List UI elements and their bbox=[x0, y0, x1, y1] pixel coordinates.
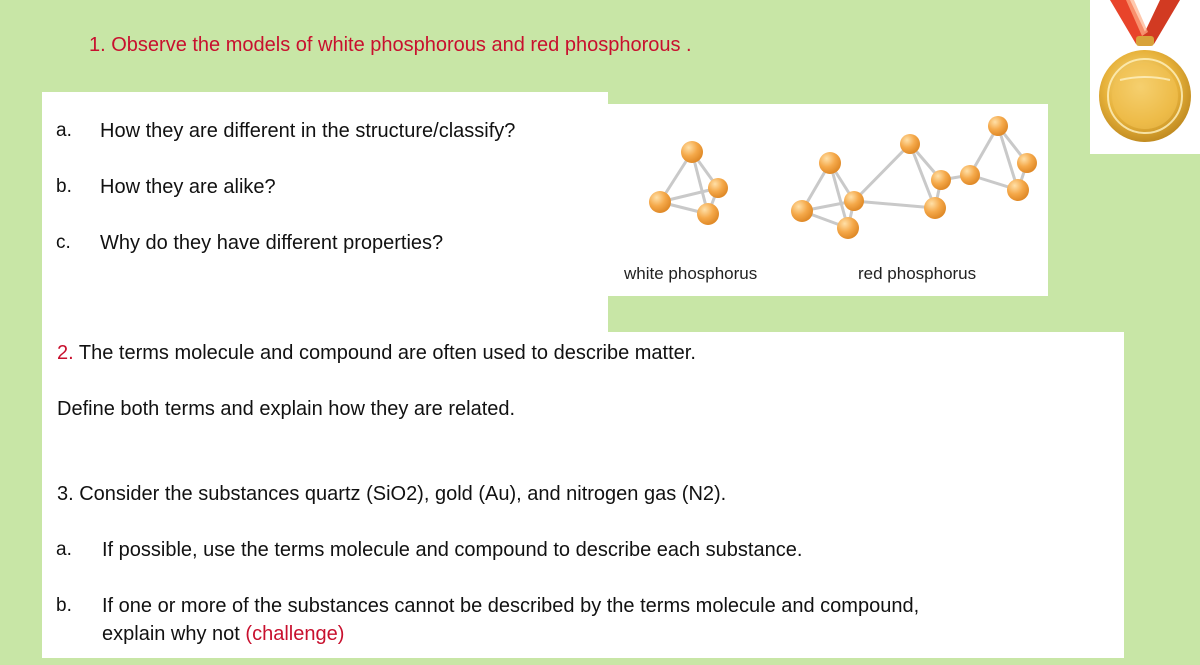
red-phosphorus-label: red phosphorus bbox=[858, 264, 977, 283]
question-1-panel bbox=[42, 92, 608, 334]
item-text: How they are alike? bbox=[100, 176, 276, 198]
question-1-title: 1. Observe the models of white phosphorous and red phosphorous . bbox=[89, 34, 692, 56]
item-text: If possible, use the terms molecule and compound to describe each substance. bbox=[102, 539, 803, 561]
item-marker: c. bbox=[56, 232, 71, 253]
question-1-item-b bbox=[42, 176, 608, 202]
question-2-instruction: Define both terms and explain how they are related. bbox=[57, 398, 516, 420]
question-2-text bbox=[57, 342, 696, 365]
question-2-number: 2. bbox=[57, 342, 74, 364]
item-marker: b. bbox=[56, 595, 72, 616]
item-text: Why do they have different properties? bbox=[100, 232, 444, 254]
item-marker: a. bbox=[56, 120, 72, 141]
question-1-item-c bbox=[42, 232, 608, 258]
medal-panel bbox=[1090, 0, 1200, 154]
item-marker: a. bbox=[56, 539, 72, 560]
question-3-item-b bbox=[42, 595, 1124, 651]
item-marker: b. bbox=[56, 176, 72, 197]
challenge-label: (challenge) bbox=[245, 623, 345, 645]
item-text-line-1: If one or more of the substances cannot be described by the terms molecule and compound, bbox=[102, 595, 920, 617]
item-text: How they are different in the structure/classify? bbox=[100, 120, 516, 142]
item-text-line-2-body: explain why not bbox=[102, 623, 246, 645]
question-1-item-a bbox=[42, 120, 608, 146]
question-2-3-panel bbox=[42, 332, 1124, 658]
item-text-line-2 bbox=[102, 623, 344, 646]
phosphorus-figure bbox=[608, 104, 1048, 296]
question-3-item-a bbox=[42, 539, 1124, 565]
question-3-title: 3. Consider the substances quartz (SiO2), gold (Au), and nitrogen gas (N2). bbox=[57, 483, 727, 505]
gold-medal-icon bbox=[1090, 0, 1200, 154]
white-phosphorus-label: white phosphorus bbox=[624, 264, 758, 283]
question-2-statement: The terms molecule and compound are often used to describe matter. bbox=[73, 342, 696, 364]
